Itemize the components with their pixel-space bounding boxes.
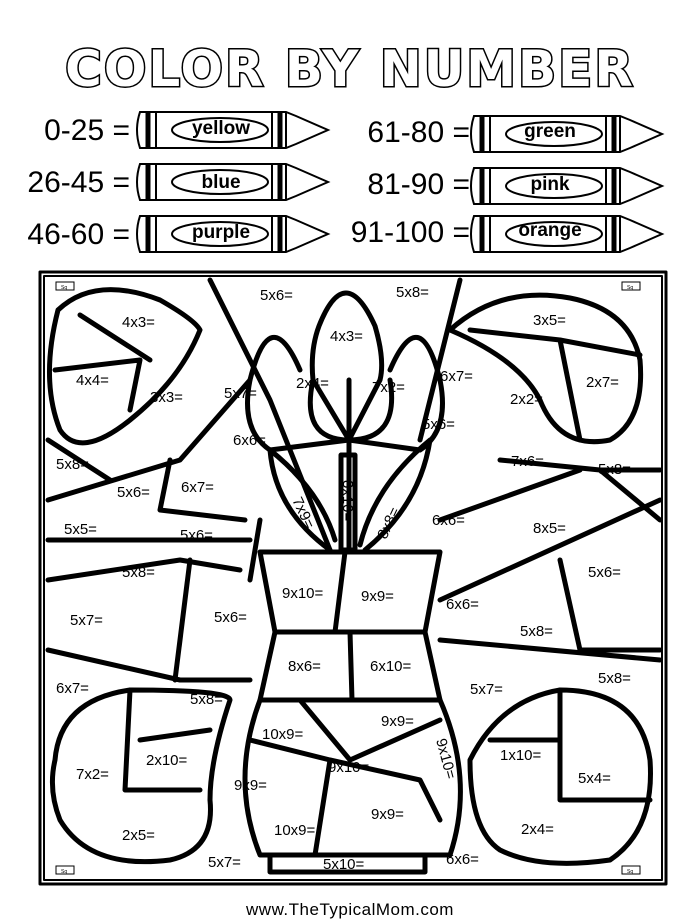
problem-label: 5x5= [64, 521, 97, 538]
problem-label: 9x10= [282, 585, 324, 602]
problem-label: 6x6= [233, 432, 266, 449]
corner-tag-text: Sq [627, 285, 634, 291]
problem-label: 4x4= [76, 372, 109, 389]
problem-label: 4x3= [122, 314, 155, 331]
crayon-label-green: green [524, 121, 576, 142]
problem-label: 9x10= [328, 759, 370, 776]
problem-label: 5x8= [190, 691, 223, 708]
problem-label: 9x9= [381, 713, 414, 730]
problem-label: 10x9= [274, 822, 316, 839]
problem-label: 8x8= [374, 504, 404, 542]
problem-label: 9x9= [361, 588, 394, 605]
problem-label: 6x7= [440, 368, 473, 385]
problem-label: 2x5= [122, 827, 155, 844]
footer-website: www.TheTypicalMom.com [246, 900, 454, 919]
problem-label: 5x10= [323, 856, 365, 873]
problem-label: 6x6= [432, 512, 465, 529]
problem-label: 9x9= [371, 806, 404, 823]
problem-label: 5x8= [122, 564, 155, 581]
problem-label: 5x8= [598, 461, 631, 478]
key-range: 46-60 = [27, 218, 130, 251]
problem-label: 10x9= [262, 726, 304, 743]
problem-label: 5x7= [224, 385, 257, 402]
page-title: COLOR BY NUMBER [65, 40, 635, 98]
problem-label: 2x4= [296, 375, 329, 392]
problem-label: 5x6= [214, 609, 247, 626]
problem-label: 3x5= [533, 312, 566, 329]
problem-label: 5x8= [598, 670, 631, 687]
problem-label: 8x6= [288, 658, 321, 675]
problem-label: 5x7= [470, 681, 503, 698]
key-range: 81-90 = [367, 168, 470, 201]
problem-label: 6x7= [56, 680, 89, 697]
problem-label: 5x6= [117, 484, 150, 501]
problem-label: 7x9= [288, 494, 318, 532]
problem-label: 1x10= [500, 747, 542, 764]
problem-label: 5x8= [396, 284, 429, 301]
problem-label: 5x6= [588, 564, 621, 581]
key-range: 0-25 = [44, 114, 130, 147]
crayon-label-pink: pink [530, 174, 570, 195]
key-range: 26-45 = [27, 166, 130, 199]
problem-label: 6x6= [446, 851, 479, 868]
problem-label: 7x2= [76, 766, 109, 783]
problem-label: 5x8= [520, 623, 553, 640]
key-range: 91-100 = [350, 216, 470, 249]
problem-label: 5x6= [422, 416, 455, 433]
problem-label: 6x10= [370, 658, 412, 675]
problem-label: 4x3= [330, 328, 363, 345]
problem-label: 5x6= [180, 527, 213, 544]
problem-label: 2x2= [510, 391, 543, 408]
problem-label: 8x10= [339, 480, 356, 522]
problem-label: 7x6= [511, 453, 544, 470]
key-range: 61-80 = [367, 116, 470, 149]
problem-label: 3x3= [150, 389, 183, 406]
problem-label: 5x8= [56, 456, 89, 473]
problem-label: 6x7= [181, 479, 214, 496]
crayon-label-orange: orange [518, 220, 582, 241]
problem-label: 8x5= [533, 520, 566, 537]
problem-label: 9x10= [432, 736, 460, 781]
problem-label: 6x6= [446, 596, 479, 613]
problem-label: 9x9= [234, 777, 267, 794]
crayon-label-purple: purple [191, 222, 251, 243]
corner-tag-text: Sq [61, 869, 68, 875]
problem-label: 2x10= [146, 752, 188, 769]
problem-label: 5x7= [70, 612, 103, 629]
problem-label: 7x2= [372, 379, 405, 396]
problem-label: 5x4= [578, 770, 611, 787]
corner-tag-text: Sq [627, 869, 634, 875]
problem-label: 5x6= [260, 287, 293, 304]
problem-label: 2x7= [586, 374, 619, 391]
crayon-label-yellow: yellow [191, 118, 251, 139]
problem-label: 5x7= [208, 854, 241, 871]
corner-tag-text: Sq [61, 285, 68, 291]
problem-label: 2x4= [521, 821, 554, 838]
crayon-label-blue: blue [201, 172, 241, 193]
